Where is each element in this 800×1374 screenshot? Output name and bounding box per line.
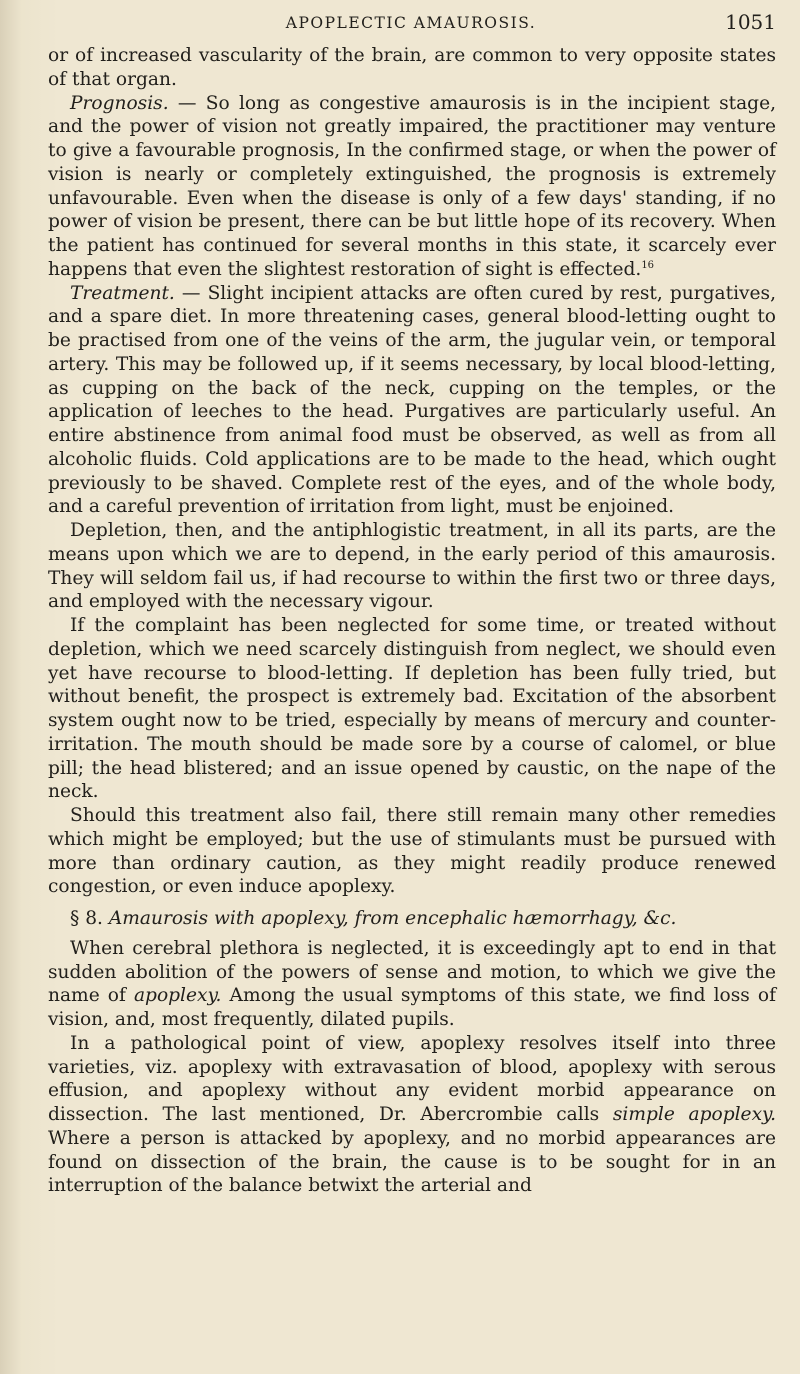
prognosis-heading: Prognosis. (70, 92, 169, 114)
page-number: 1051 (725, 10, 776, 34)
paragraph-continuation: or of increased vascularity of the brain, are common to very opposite states of that organ. (48, 45, 776, 90)
paragraph-treatment: Treatment. — Slight incipient attacks are often cured by rest, purgatives, and a spare diet. In more threatening cases, general blood-letting ought to be practised from one of the veins of the arm, the jugular vein, or temporal artery. This may be followed up, if it seems necessary, by local blood-letting, as cupping on the back of the neck, cupping on the temples, or the application of leeches to the head. Purgatives are particularly useful. An entire abstinence from animal food must be observed, as well as from all alcoholic fluids. Cold applications are to be made to the head, which ought previously to be shaved. Complete rest of the eyes, and of the whole body, and a careful prevention of irritation from light, must be enjoined. (48, 282, 776, 518)
page-header (46, 10, 776, 40)
body-text (48, 44, 776, 1198)
treatment-heading: Treatment. (70, 282, 175, 304)
section-heading (48, 907, 776, 931)
paragraph-remedies: Should this treatment also fail, there still remain many other remedies which might be employed; but the use of stimulants must be pursued with more than ordinary caution, as they might readily produce renewed congestion, or even induce apoplexy. (48, 805, 776, 898)
section-number: § 8. (70, 908, 109, 929)
paragraph-prognosis: Prognosis. — So long as congestive amaurosis is in the incipient stage, and the power of vision not greatly impaired, the practitioner may venture to give a favourable prognosis, In the confirmed stage, or when the power of vision is nearly or completely extinguished, the prognosis is extremely unfavourable. Even when the disease is only of a few days' standing, if no power of vision be present, there can be but little hope of its recovery. When the patient has continued for several months in this state, it scarcely ever happens that even the slightest restoration of sight is effected.$^{16}$ (48, 92, 776, 280)
paragraph-depletion: Depletion, then, and the antiphlogistic treatment, in all its parts, are the means upon which we are to depend, in the early period of this amaurosis. They will seldom fail us, if had recourse to within the first two or three days, and employed with the necessary vigour. (48, 520, 776, 613)
paragraph-pathology: In a pathological point of view, apoplexy resolves itself into three varieties, viz. apoplexy with extravasation of blood, apoplexy with serous effusion, and apoplexy without any evident morbid appearance on dissection. The last mentioned, Dr. Abercrombie calls simple apoplexy. Where a person is attacked by apoplexy, and no morbid appearances are found on dissection of the brain, the cause is to be sought for in an interruption of the balance betwixt the arterial and (48, 1032, 776, 1197)
running-head: APOPLECTIC AMAUROSIS. (285, 14, 537, 32)
section-title: Amaurosis with apoplexy, from encephalic hæmorrhagy, &c. (108, 908, 677, 929)
footnote-marker[interactable]: 16 (641, 259, 655, 271)
paragraph-apoplexy: When cerebral plethora is neglected, it is exceedingly apt to end in that sudden abolition of the powers of sense and motion, to which we give the name of apoplexy. Among the usual symptoms of this state, we find loss of vision, and, most frequently, dilated pupils. (48, 937, 776, 1030)
paragraph-complaint: If the complaint has been neglected for some time, or treated without depletion, which we need scarcely distinguish from neglect, we should even yet have recourse to blood-letting. If depletion has been fully tried, but without benefit, the prospect is extremely bad. Excitation of the absorbent system ought now to be tried, especially by means of mercury and counter-irritation. The mouth should be made sore by a course of calomel, or blue pill; the head blistered; and an issue opened by caustic, on the nape of the neck. (48, 615, 776, 803)
